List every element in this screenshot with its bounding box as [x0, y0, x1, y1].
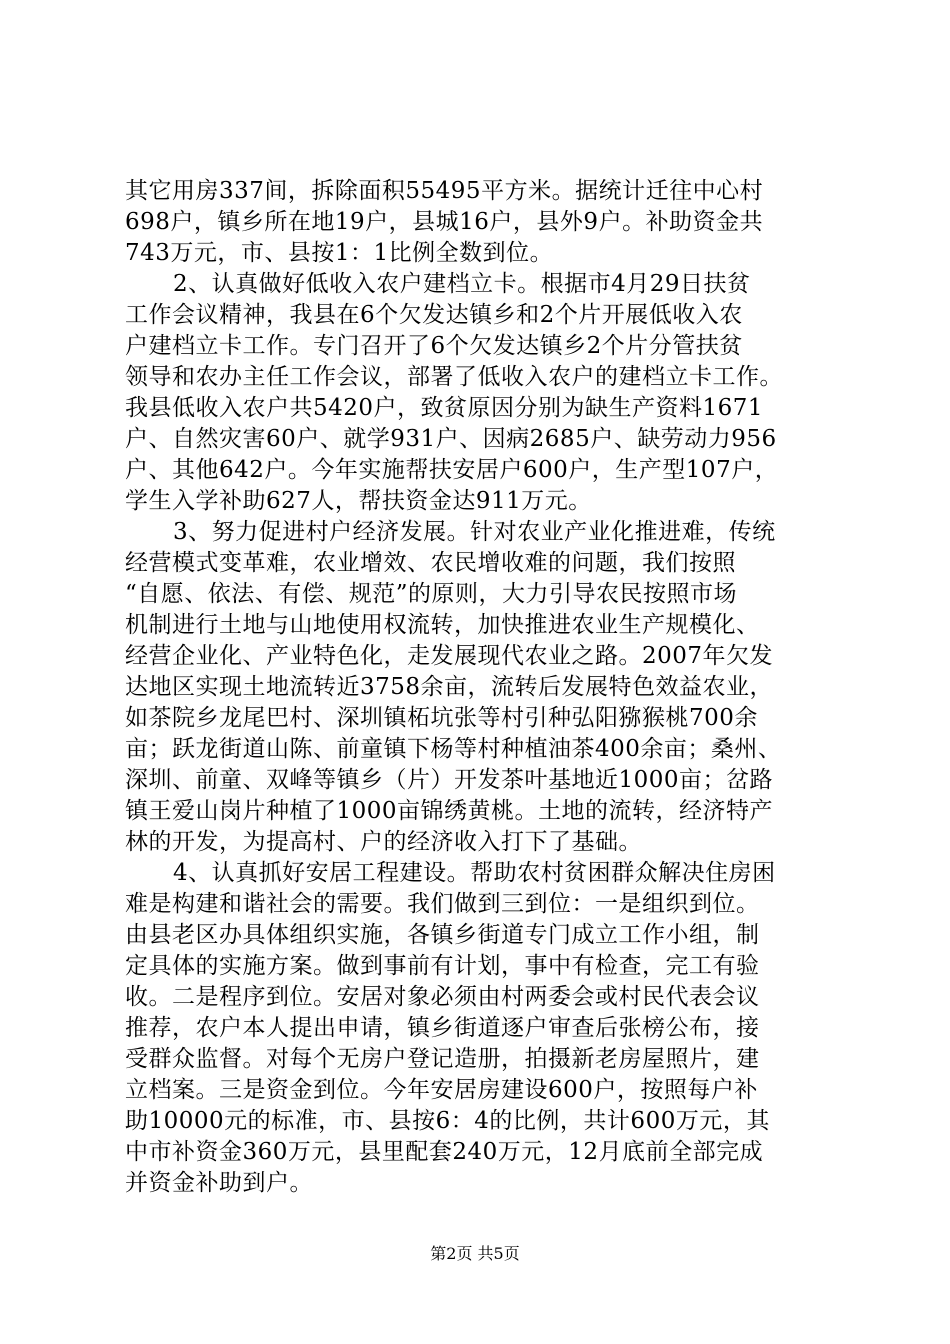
text-line: 助10000元的标准，市、县按6：4的比例，共计600万元，其	[125, 1108, 770, 1134]
text-line: 镇王爱山岗片种植了1000亩锦绣黄桃。土地的流转，经济特产	[125, 798, 774, 824]
text-line: 达地区实现土地流转近3758余亩，流转后发展特色效益农业，	[125, 674, 774, 700]
text-line: 难是构建和谐社会的需要。我们做到三到位：一是组织到位。	[125, 891, 760, 917]
text-line: 收。二是程序到位。安居对象必须由村两委会或村民代表会议	[125, 984, 760, 1010]
text-line: 推荐，农户本人提出申请，镇乡街道逐户审查后张榜公布，接	[125, 1015, 760, 1041]
text-line: 698户，镇乡所在地19户，县城16户，县外9户。补助资金共	[125, 209, 764, 235]
text-line: 工作会议精神，我县在6个欠发达镇乡和2个片开展低收入农	[125, 302, 743, 328]
text-line: 林的开发，为提高村、户的经济收入打下了基础。	[125, 829, 642, 855]
text-line: 受群众监督。对每个无房户登记造册，拍摄新老房屋照片，建	[125, 1046, 760, 1072]
text-line: 户、其他642户。今年实施帮扶安居户600户，生产型107户，	[125, 457, 779, 483]
text-line: 亩；跃龙街道山陈、前童镇下杨等村种植油茶400余亩；桑州、	[125, 736, 782, 762]
text-line: 机制进行土地与山地使用权流转，加快推进农业生产规模化、	[125, 612, 760, 638]
text-line: 定具体的实施方案。做到事前有计划，事中有检查，完工有验	[125, 953, 760, 979]
text-line: 743万元，市、县按1：1比例全数到位。	[125, 240, 554, 266]
text-line: 如茶院乡龙尾巴村、深圳镇柘坑张等村引种弘阳猕猴桃700余	[125, 705, 758, 731]
paragraph-2-start: 2、认真做好低收入农户建档立卡。根据市4月29日扶贫	[173, 271, 751, 297]
text-line: 户、自然灾害60户、就学931户、因病2685户、缺劳动力956	[125, 426, 777, 452]
text-line: 由县老区办具体组织实施，各镇乡街道专门成立工作小组，制	[125, 922, 760, 948]
text-line: 经营模式变革难，农业增效、农民增收难的问题，我们按照	[125, 550, 736, 576]
paragraph-3-start: 3、努力促进村户经济发展。针对农业产业化推进难，传统	[173, 519, 776, 545]
text-line: 领导和农办主任工作会议，部署了低收入农户的建档立卡工作。	[125, 364, 783, 390]
text-line: 并资金补助到户。	[125, 1170, 313, 1196]
text-line: 深圳、前童、双峰等镇乡（片）开发茶叶基地近1000亩；岔路	[125, 767, 774, 793]
text-line: 其它用房337间，拆除面积55495平方米。据统计迁往中心村	[125, 178, 764, 204]
text-line: 学生入学补助627人，帮扶资金达911万元。	[125, 488, 592, 514]
text-line: 经营企业化、产业特色化，走发展现代农业之路。2007年欠发	[125, 643, 774, 669]
paragraph-4-start: 4、认真抓好安居工程建设。帮助农村贫困群众解决住房困	[173, 860, 776, 886]
document-body	[125, 176, 830, 1199]
text-line: “自愿、依法、有偿、规范”的原则，大力引导农民按照市场	[125, 581, 738, 607]
page-footer: 第2页 共5页	[430, 1244, 520, 1263]
text-line: 立档案。三是资金到位。今年安居房建设600户，按照每户补	[125, 1077, 758, 1103]
text-line: 户建档立卡工作。专门召开了6个欠发达镇乡2个片分管扶贫	[125, 333, 743, 359]
text-line: 中市补资金360万元，县里配套240万元，12月底前全部完成	[125, 1139, 764, 1165]
text-line: 我县低收入农户共5420户，致贫原因分别为缺生产资料1671	[125, 395, 764, 421]
